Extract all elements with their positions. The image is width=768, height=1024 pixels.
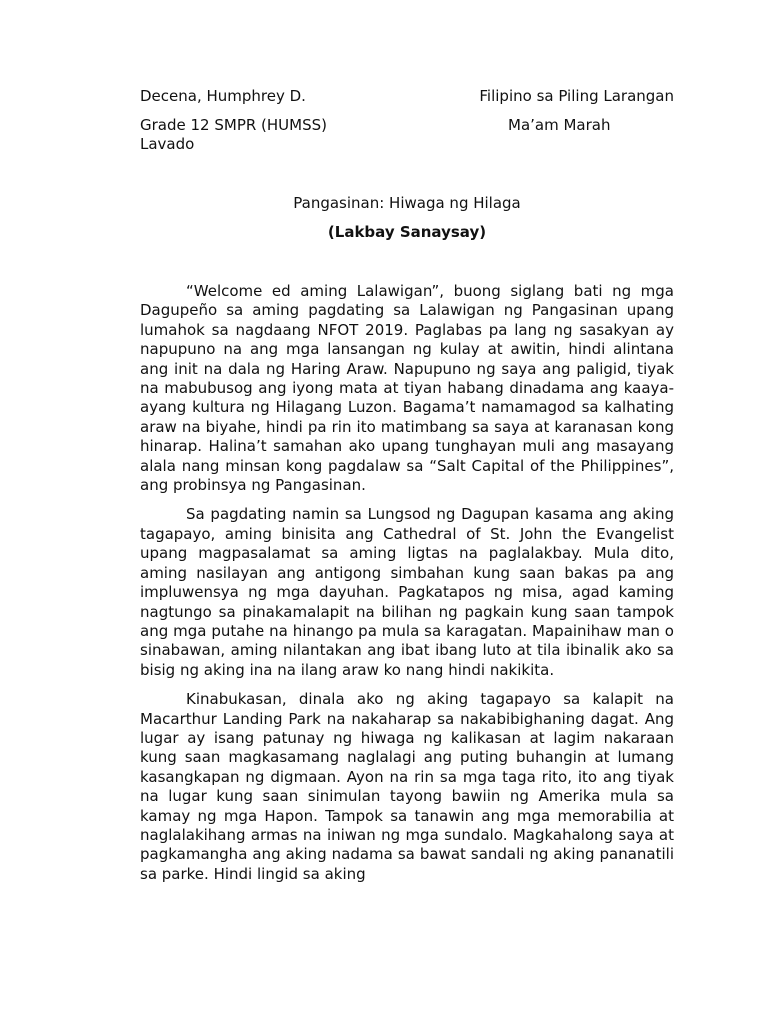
essay-title: Pangasinan: Hiwaga ng Hilaga (293, 194, 521, 212)
teacher-name: Ma’am Marah (508, 116, 611, 134)
author-name: Decena, Humphrey D. (140, 87, 306, 105)
paragraph-1: “Welcome ed aming Lalawigan”, buong siglang bati ng mga Dagupeño sa aming pagdating sa Lalawigan ng Pangasinan upang lumahok sa nagdaang NFOT 2019. Paglabas pa lang ng sasakyan ay napupuno na ang mga lansangan ng kulay at awitin, hindi alintana ang init na dala ng Haring Araw. Napupuno ng saya ang paligid, tiyak na mabubusog ang iyong mata at tiyan habang dinadama ang kaaya-ayang kultura ng Hilagang Luzon. Bagama’t namamagod sa kalhating araw na biyahe, hindi pa rin ito matimbang sa saya at karanasan kong hinarap. Halina’t samahan ako upang tunghayan muli ang masayang alala nang minsan kong pagdalaw sa “Salt Capital of the Philippines”, ang probinsya ng Pangasinan. (140, 282, 674, 495)
document-page (140, 0, 674, 1024)
subject-name: Filipino sa Piling Larangan (479, 87, 674, 105)
teacher-surname: Lavado (140, 135, 195, 153)
essay-body (140, 282, 674, 894)
paragraph-2: Sa pagdating namin sa Lungsod ng Dagupan kasama ang aking tagapayo, aming binisita ang Cathedral of St. John the Evangelist upang magpasalamat sa aming ligtas na paglalakbay. Mula dito, aming nasilayan ang antigong simbahan kung saan bakas pa ang impluwensya ng mga dayuhan. Pagkatapos ng misa, agad kaming nagtungo sa pinakamalapit na bilihan ng pagkain kung saan tampok ang mga putahe na hinango pa mula sa karagatan. Mapainihaw man o sinabawan, aming nilantakan ang ibat ibang luto at tila ibinalik ako sa bisig ng aking ina na ilang araw ko nang hindi nakikita. (140, 505, 674, 679)
grade-section: Grade 12 SMPR (HUMSS) (140, 116, 328, 134)
essay-subtitle: (Lakbay Sanaysay) (327, 223, 487, 241)
paragraph-3: Kinabukasan, dinala ako ng aking tagapayo sa kalapit na Macarthur Landing Park na nakaharap sa nakabibighaning dagat. Ang lugar ay isang patunay ng hiwaga ng kalikasan at lagim nakaraan kung saan magkasamang naglalagi ang puting buhangin at lumang kasangkapan ng digmaan. Ayon na rin sa mga taga rito, ito ang tiyak na lugar kung saan sinimulan tayong bawiin ng Amerika mula sa kamay ng mga Hapon. Tampok sa tanawin ang mga memorabilia at naglalakihang armas na iniwan ng mga sundalo. Magkahalong saya at pagkamangha ang aking nadama sa bawat sandali ng aking pananatili sa parke. Hindi lingid sa aking (140, 690, 674, 883)
